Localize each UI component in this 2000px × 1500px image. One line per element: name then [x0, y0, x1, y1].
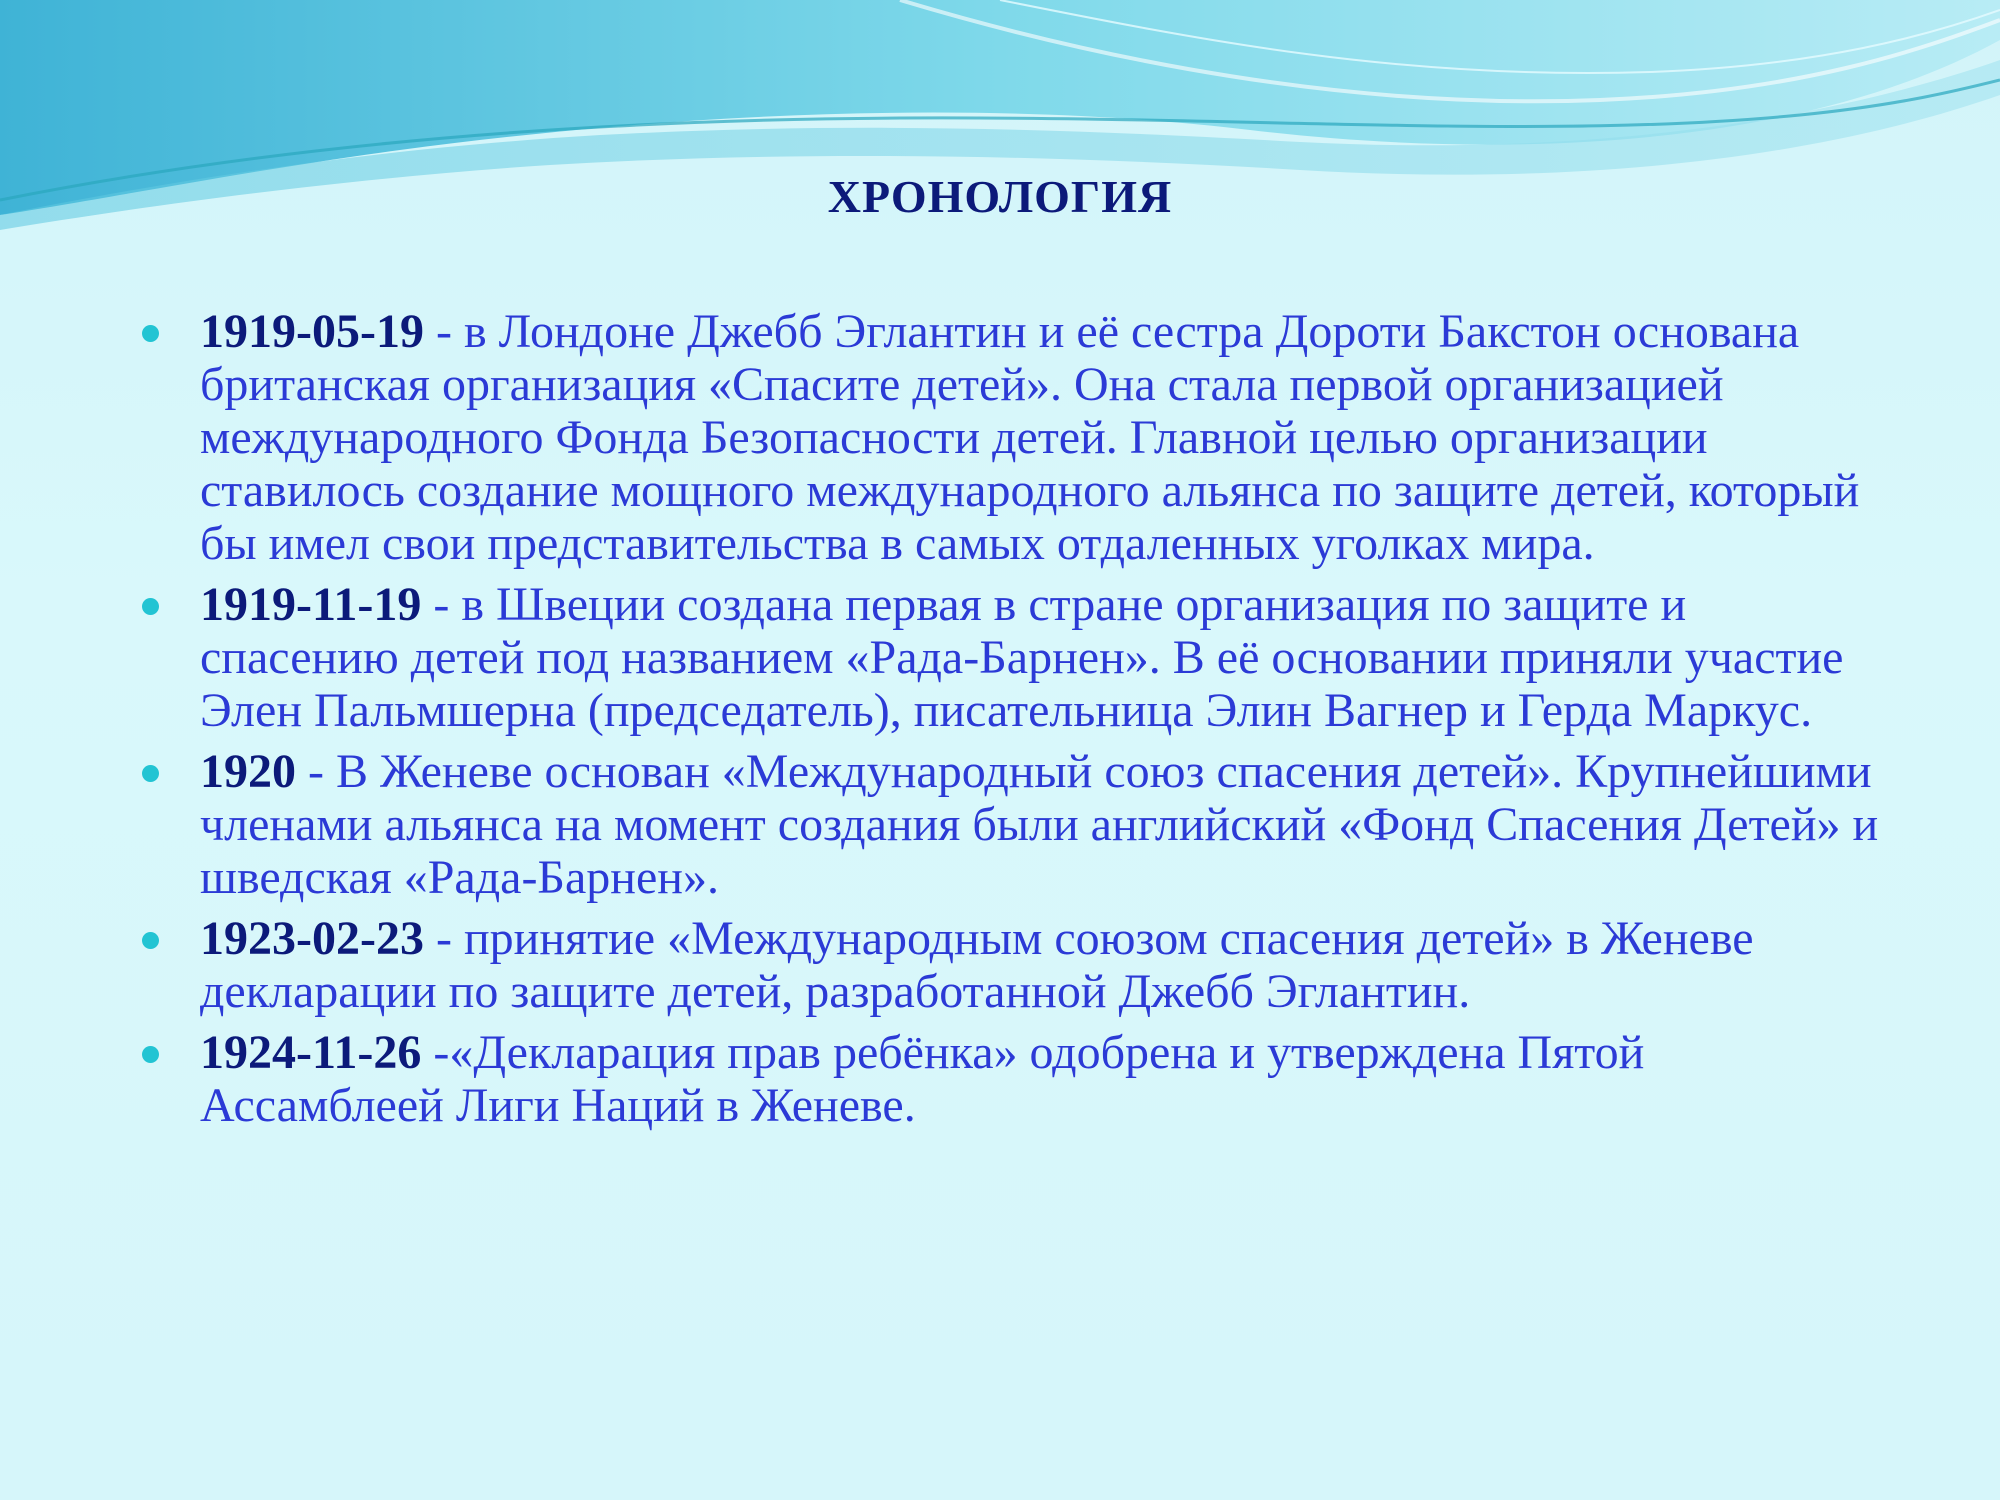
entry-text: - в Лондоне Джебб Эглантин и её сестра Дороти Бакстон основана британская организация «Спасите детей». Она стала первой организацией международного Фонда Безопасности детей. Главной целью организации ставилось создание мощного международного альянса по защите детей, который бы имел свои представительства в самых отдаленных уголках мира. [200, 305, 1860, 570]
bullet-icon [142, 932, 159, 949]
timeline-entry [140, 1026, 1880, 1132]
bullet-icon [142, 765, 159, 782]
timeline-entry [140, 305, 1880, 570]
entry-date: 1924-11-26 [200, 1026, 422, 1079]
bullet-icon [142, 325, 159, 342]
timeline-entry [140, 912, 1880, 1018]
timeline-list [140, 305, 1880, 1140]
entry-text: - принятие «Международным союзом спасения детей» в Женеве декларации по защите детей, разработанной Джебб Эглантин. [200, 912, 1754, 1018]
bullet-icon [142, 1046, 159, 1063]
entry-text: - в Швеции создана первая в стране организация по защите и спасению детей под названием «Рада-Барнен». В её основании приняли участие Элен Пальмшерна (председатель), писательница Элин Вагнер и Герда Маркус. [200, 578, 1844, 737]
entry-text: -«Декларация прав ребёнка» одобрена и утверждена Пятой Ассамблеей Лиги Наций в Женеве. [200, 1026, 1645, 1132]
timeline-entry [140, 745, 1880, 904]
entry-date: 1923-02-23 [200, 912, 424, 965]
entry-date: 1920 [200, 745, 296, 798]
bullet-icon [142, 598, 159, 615]
entry-date: 1919-05-19 [200, 305, 424, 358]
entry-date: 1919-11-19 [200, 578, 422, 631]
timeline-entry [140, 578, 1880, 737]
entry-text: - В Женеве основан «Международный союз спасения детей». Крупнейшими членами альянса на момент создания были английский «Фонд Спасения Детей» и шведская «Рада-Барнен». [200, 745, 1879, 904]
slide-title: ХРОНОЛОГИЯ [827, 171, 1173, 222]
